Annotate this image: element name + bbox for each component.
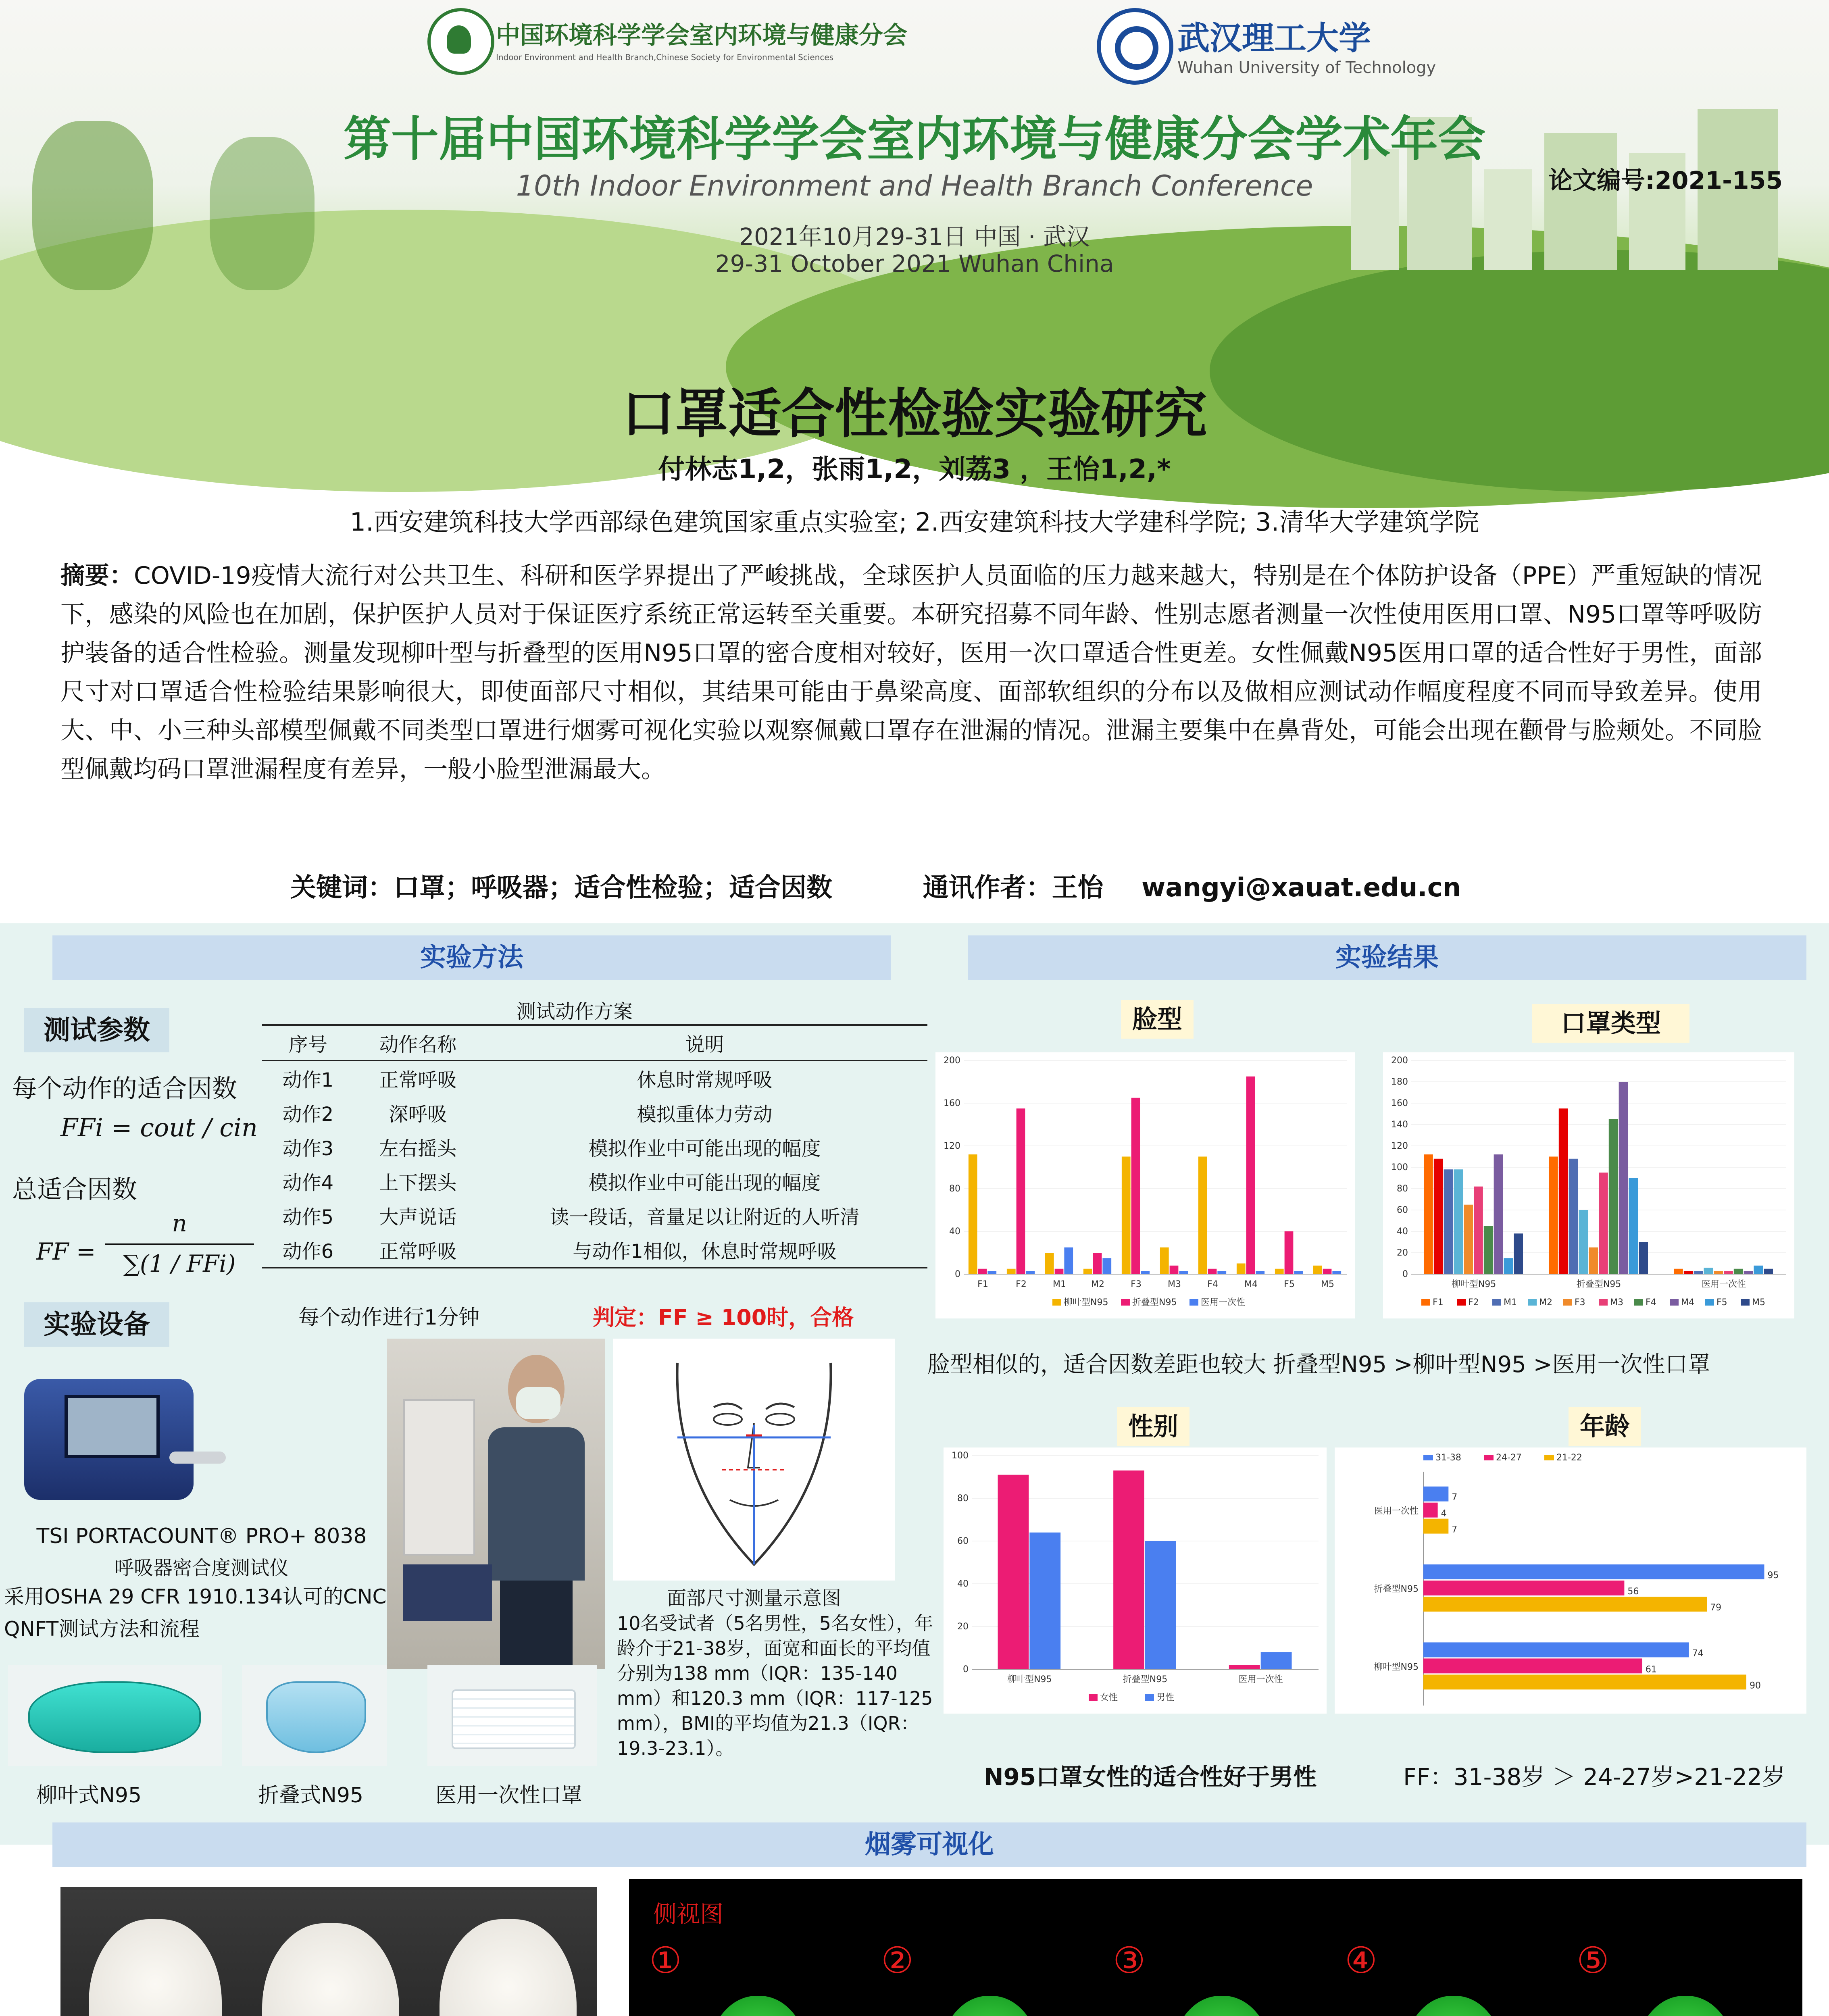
org-logo — [427, 8, 494, 75]
university-name-en: Wuhan University of Technology — [1177, 58, 1436, 77]
bar — [1734, 1269, 1743, 1274]
legend-swatch — [1484, 1455, 1494, 1460]
legend-label: F3 — [1575, 1297, 1585, 1308]
bar — [1313, 1266, 1322, 1274]
chart-by-mask — [1383, 1052, 1794, 1318]
poster-title: 口罩适合性检验实验研究 — [622, 383, 1207, 445]
cell-desc: 读一段话，音量足以让附近的人听清 — [550, 1206, 860, 1229]
device-name: TSI PORTACOUNT® PRO+ 8038 — [36, 1524, 367, 1548]
bar — [1764, 1269, 1773, 1274]
legend-label: F4 — [1646, 1297, 1656, 1308]
bar — [1423, 1658, 1642, 1673]
x-tick-label: 医用一次性 — [1701, 1279, 1746, 1289]
legend-label: 24-27 — [1496, 1453, 1522, 1463]
bar — [1724, 1271, 1733, 1274]
x-tick-label: F4 — [1207, 1279, 1218, 1289]
legend-label: 31-38 — [1435, 1453, 1461, 1463]
mask-label-folded: 折叠式N95 — [258, 1783, 364, 1808]
chart-by-age — [1335, 1447, 1806, 1714]
bar — [1423, 1674, 1746, 1689]
face-tag: 脸型 — [1121, 1000, 1194, 1039]
side-view-row — [629, 1939, 1802, 2016]
y-tick-label: 0 — [955, 1269, 960, 1279]
y-tick-label: 60 — [957, 1536, 969, 1546]
legend-label: 21-22 — [1556, 1453, 1582, 1463]
willow-leaf-n95-image — [8, 1665, 222, 1766]
bar — [1217, 1271, 1226, 1274]
chart-by-gender-svg — [944, 1447, 1327, 1714]
legend-swatch — [1421, 1299, 1430, 1306]
bar — [1029, 1533, 1060, 1669]
data-label: 4 — [1441, 1508, 1447, 1519]
fit-test-photo — [387, 1339, 605, 1669]
y-tick-label: 80 — [957, 1493, 969, 1504]
legend-swatch — [1145, 1694, 1154, 1701]
mask-type-number: ④ — [1345, 1939, 1377, 1982]
bar — [1599, 1173, 1608, 1274]
legend-label: M1 — [1504, 1297, 1517, 1308]
bar — [987, 1271, 996, 1274]
bar — [1064, 1248, 1073, 1274]
surgical-mask-image — [427, 1665, 597, 1766]
contact-email[interactable]: wangyi@xauat.edu.cn — [1142, 873, 1461, 903]
face-comment: 脸型相似的，适合因数差距也较大 折叠型N95 >柳叶型N95 >医用一次性口罩 — [927, 1352, 1710, 1378]
bar — [1423, 1487, 1448, 1502]
legend-label: M5 — [1752, 1297, 1765, 1308]
bar — [1484, 1226, 1493, 1274]
head-model-green — [706, 1996, 810, 2016]
smoke-test-cell — [869, 1939, 1087, 2016]
legend-swatch — [1544, 1455, 1554, 1460]
y-tick-label: 80 — [1397, 1184, 1408, 1194]
mask-type-number: ① — [649, 1939, 682, 1982]
legend-label: F5 — [1717, 1297, 1727, 1308]
equipment-tag: 实验设备 — [24, 1302, 169, 1347]
conference-title-en: 10th Indoor Environment and Health Branch Conference — [516, 169, 1313, 202]
y-tick-label: 80 — [949, 1184, 960, 1194]
bar — [1589, 1248, 1598, 1274]
bar — [1423, 1519, 1448, 1534]
bar — [1323, 1269, 1332, 1274]
legend-label: M4 — [1681, 1297, 1694, 1308]
table-caption: 测试动作方案 — [516, 1000, 633, 1023]
head-model-green — [1401, 1996, 1506, 2016]
cell-desc: 模拟重体力劳动 — [637, 1103, 773, 1126]
bar — [1424, 1154, 1433, 1274]
cell-id: 动作6 — [262, 1233, 354, 1268]
folded-n95-image — [242, 1665, 387, 1766]
y-tick-label: 医用一次性 — [1374, 1506, 1419, 1516]
bar — [1423, 1642, 1689, 1657]
ff-each-label: 每个动作的适合因数 — [12, 1074, 237, 1103]
y-tick-label: 折叠型N95 — [1374, 1584, 1419, 1594]
table-row — [262, 1198, 927, 1233]
y-tick-label: 40 — [1397, 1227, 1408, 1237]
bar — [1549, 1157, 1558, 1275]
mask-label-willow: 柳叶式N95 — [36, 1783, 142, 1808]
table-row — [262, 1095, 927, 1130]
methods-section-title: 实验方法 — [52, 935, 891, 980]
side-view-label: 侧视图 — [653, 1900, 724, 1928]
data-label: 7 — [1452, 1492, 1458, 1503]
data-label: 61 — [1645, 1664, 1657, 1675]
x-tick-label: 折叠型N95 — [1576, 1279, 1621, 1289]
legend-swatch — [1089, 1694, 1098, 1701]
head-model-green — [1633, 1996, 1738, 2016]
x-tick-label: 柳叶型N95 — [1451, 1279, 1496, 1289]
x-tick-label: F1 — [977, 1279, 988, 1289]
gender-tag: 性别 — [1117, 1407, 1189, 1446]
bar — [1131, 1098, 1140, 1274]
legend-swatch — [1121, 1299, 1130, 1306]
bar — [998, 1475, 1029, 1669]
conference-date-cn: 2021年10月29-31日 中国 · 武汉 — [739, 223, 1090, 250]
bar — [1423, 1581, 1624, 1595]
affiliations: 1.西安建筑科技大学西部绿色建筑国家重点实验室; 2.西安建筑科技大学建科学院; 3.清华大学建筑学院 — [350, 507, 1479, 537]
chart-by-gender — [944, 1447, 1327, 1714]
org-name-cn: 中国环境科学学会室内环境与健康分会 — [496, 21, 907, 50]
cell-desc: 模拟作业中可能出现的幅度 — [588, 1172, 821, 1194]
bar — [1639, 1242, 1648, 1275]
bar — [1237, 1264, 1246, 1275]
chart-by-age-svg — [1335, 1447, 1806, 1714]
legend-swatch — [1741, 1299, 1750, 1306]
legend-swatch — [1052, 1299, 1061, 1306]
legend-swatch — [1705, 1299, 1714, 1306]
cell-id: 动作2 — [282, 1103, 334, 1126]
bar — [1026, 1271, 1035, 1274]
bar — [1504, 1258, 1513, 1274]
bar — [1093, 1253, 1102, 1274]
y-tick-label: 100 — [952, 1451, 969, 1461]
y-tick-label: 60 — [1397, 1205, 1408, 1215]
y-tick-label: 160 — [1391, 1098, 1408, 1108]
university-name-cn: 武汉理工大学 — [1177, 19, 1371, 57]
bar — [1179, 1271, 1188, 1274]
bar — [1464, 1205, 1473, 1274]
y-tick-label: 120 — [944, 1141, 960, 1151]
x-tick-label: F5 — [1284, 1279, 1295, 1289]
smoke-test-cell — [1564, 1939, 1782, 2016]
legend-swatch — [1670, 1299, 1679, 1306]
bar — [1474, 1187, 1483, 1274]
legend-label: M3 — [1610, 1297, 1623, 1308]
ff-total-label: 总适合因数 — [12, 1175, 137, 1204]
legend-swatch — [1423, 1455, 1433, 1460]
face-diagram-caption: 面部尺寸测量示意图 — [667, 1587, 841, 1610]
table-row — [262, 1130, 927, 1164]
bar — [1160, 1248, 1169, 1274]
legend-label: F1 — [1433, 1297, 1444, 1308]
chart-by-face-svg — [935, 1052, 1355, 1318]
bar — [1559, 1108, 1568, 1274]
subjects-description: 10名受试者（5名男性，5名女性），年龄介于21-38岁，面宽和面长的平均值分别为138 mm（IQR：135-140 mm）和120.3 mm（IQR：117-125 mm），BMI的平均值为21.3（IQR：19.3-23.1）。 — [617, 1612, 933, 1759]
cell-id: 动作5 — [282, 1206, 334, 1229]
head-model-green — [937, 1996, 1042, 2016]
bar — [1285, 1231, 1294, 1274]
bar — [1754, 1266, 1763, 1274]
mask-type-number: ⑤ — [1577, 1939, 1609, 1982]
mask-type-number: ② — [881, 1939, 914, 1982]
bar — [1332, 1271, 1341, 1274]
x-tick-label: 折叠型N95 — [1123, 1674, 1168, 1685]
bar — [1579, 1210, 1588, 1274]
conference-banner — [0, 0, 1829, 335]
bar — [1704, 1268, 1713, 1274]
authors: 付林志1,2，张雨1,2，刘荔3 ，王怡1,2,* — [658, 454, 1171, 485]
y-tick-label: 柳叶型N95 — [1374, 1662, 1419, 1672]
cell-action: 正常呼吸 — [354, 1233, 482, 1268]
cell-desc: 模拟作业中可能出现的幅度 — [588, 1137, 821, 1160]
age-tag: 年龄 — [1569, 1407, 1641, 1446]
legend-swatch — [1189, 1299, 1198, 1306]
legend-swatch — [1457, 1299, 1466, 1306]
data-label: 7 — [1452, 1524, 1458, 1535]
bar — [1674, 1269, 1683, 1274]
bar — [1261, 1652, 1292, 1669]
cell-desc: 休息时常规呼吸 — [637, 1069, 773, 1091]
y-tick-label: 160 — [944, 1098, 960, 1108]
cell-id: 动作1 — [282, 1069, 334, 1091]
cell-action: 上下摆头 — [379, 1172, 457, 1194]
x-tick-label: F2 — [1016, 1279, 1027, 1289]
bar — [978, 1269, 987, 1274]
bar — [1045, 1253, 1054, 1274]
y-tick-label: 180 — [1391, 1077, 1408, 1087]
bar — [969, 1154, 977, 1274]
col-header-action: 动作名称 — [354, 1025, 482, 1061]
bar — [1122, 1157, 1131, 1275]
device-method: 采用OSHA 29 CFR 1910.134认可的CNC QNFT测试方法和流程 — [4, 1585, 387, 1641]
university-logo — [1097, 8, 1173, 85]
bar — [1113, 1470, 1144, 1669]
face-measurement-diagram — [613, 1339, 895, 1581]
y-tick-label: 0 — [1402, 1269, 1408, 1279]
y-tick-label: 100 — [1391, 1162, 1408, 1173]
y-tick-label: 40 — [949, 1227, 960, 1237]
bar — [1256, 1271, 1264, 1274]
cell-id: 动作3 — [282, 1137, 334, 1160]
y-tick-label: 0 — [963, 1664, 969, 1674]
x-tick-label: M5 — [1321, 1279, 1334, 1289]
data-label: 90 — [1750, 1681, 1761, 1691]
bar — [1055, 1269, 1064, 1274]
x-tick-label: 柳叶型N95 — [1007, 1674, 1052, 1685]
bar — [1294, 1271, 1303, 1274]
test-action-table — [262, 1024, 927, 1268]
bar — [1229, 1665, 1260, 1669]
legend-label: 男性 — [1156, 1693, 1175, 1703]
table-row — [262, 1164, 927, 1198]
org-name-en: Indoor Environment and Health Branch,Chinese Society for Environmental Sciences — [496, 52, 834, 62]
cell-action: 左右摇头 — [379, 1137, 457, 1160]
pass-criterion: 判定：FF ≥ 100时，合格 — [593, 1305, 854, 1330]
data-label: 74 — [1692, 1648, 1704, 1659]
legend-label: M2 — [1539, 1297, 1552, 1308]
bar — [1609, 1119, 1618, 1274]
bar — [1170, 1266, 1179, 1274]
bar — [1141, 1271, 1150, 1274]
legend-label: 折叠型N95 — [1132, 1297, 1177, 1308]
smoke-visualization-panel — [629, 1879, 1802, 2016]
bar — [1514, 1233, 1523, 1274]
col-header-desc: 说明 — [482, 1025, 927, 1061]
cell-action: 深呼吸 — [389, 1103, 447, 1126]
y-tick-label: 20 — [957, 1622, 969, 1632]
cell-action: 正常呼吸 — [379, 1069, 457, 1091]
data-label: 95 — [1767, 1570, 1779, 1581]
legend-swatch — [1599, 1299, 1608, 1306]
legend-label: F2 — [1468, 1297, 1479, 1308]
device-desc: 呼吸器密合度测试仪 — [114, 1557, 289, 1579]
y-tick-label: 40 — [957, 1579, 969, 1589]
bar — [1444, 1169, 1453, 1274]
results-section-title: 实验结果 — [968, 935, 1806, 980]
conference-date-en: 29-31 October 2021 Wuhan China — [715, 250, 1114, 277]
bar — [1714, 1271, 1723, 1274]
head-models-photo — [60, 1887, 597, 2016]
smoke-test-cell — [1333, 1939, 1550, 2016]
bar — [1619, 1082, 1628, 1274]
col-header-id: 序号 — [262, 1025, 354, 1061]
y-tick-label: 120 — [1391, 1141, 1408, 1151]
x-tick-label: M4 — [1244, 1279, 1258, 1289]
contact-author: 通讯作者：王怡 — [923, 873, 1104, 903]
bar — [1102, 1258, 1111, 1274]
abstract-text: COVID-19疫情大流行对公共卫生、科研和医学界提出了严峻挑战，全球医护人员面临的压力越来越大，特别是在个体防护设备（PPE）严重短缺的情况下，感染的风险也在加剧，保护医护人员对于保证医疗系统正常运转至关重要。本研究招募不同年龄、性别志愿者测量一次性使用医用口罩、N95口罩等呼吸防护装备的适合性检验。测量发现柳叶型与折叠型的医用N95口罩的密合度相对较好，医用一次口罩适合性更差。女性佩戴N95医用口罩的适合性好于男性，面部尺寸对口罩适合性检验结果影响很大，即使面部尺寸相似，其结果可能由于鼻梁高度、面部软组织的分布以及做相应测试动作幅度程度不同而导致差异。使用大、中、小三种头部模型佩戴不同类型口罩进行烟雾可视化实验以观察佩戴口罩存在泄漏的情况。泄漏主要集中在鼻背处，可能会出现在颧骨与脸颊处。不同脸型佩戴均码口罩泄漏程度有差异，一般小脸型泄漏最大。 — [60, 562, 1762, 783]
bar — [1434, 1159, 1443, 1274]
keywords — [290, 867, 1461, 904]
smoke-section-title: 烟雾可视化 — [52, 1822, 1806, 1867]
x-tick-label: M2 — [1091, 1279, 1104, 1289]
bar — [1083, 1269, 1092, 1274]
ff-each-formula: FFi = cout / cin — [60, 1113, 258, 1142]
legend-swatch — [1563, 1299, 1572, 1306]
legend-label: 医用一次性 — [1201, 1297, 1246, 1308]
bar — [1145, 1541, 1176, 1669]
bar — [1454, 1169, 1463, 1274]
bar — [1494, 1154, 1503, 1274]
bar — [1684, 1271, 1693, 1274]
bar — [1246, 1077, 1255, 1274]
chart-by-mask-svg — [1383, 1052, 1794, 1318]
age-comment: FF：31-38岁 ＞ 24-27岁>21-22岁 — [1403, 1763, 1785, 1791]
paper-number: 论文编号:2021-155 — [1548, 167, 1783, 195]
legend-label: 女性 — [1100, 1693, 1118, 1703]
mask-label-surgical: 医用一次性口罩 — [435, 1783, 583, 1808]
y-tick-label: 140 — [1391, 1120, 1408, 1130]
bar — [1007, 1269, 1016, 1274]
x-tick-label: F3 — [1131, 1279, 1142, 1289]
legend-swatch — [1634, 1299, 1643, 1306]
bar — [1744, 1271, 1753, 1274]
bar — [1017, 1108, 1025, 1274]
y-tick-label: 20 — [1397, 1248, 1408, 1258]
bar — [1629, 1178, 1638, 1275]
legend-label: 柳叶型N95 — [1064, 1297, 1108, 1308]
table-row — [262, 1061, 927, 1096]
smoke-test-cell — [637, 1939, 855, 2016]
gender-comment: N95口罩女性的适合性好于男性 — [984, 1763, 1317, 1791]
table-header-row — [262, 1025, 927, 1061]
bar — [1694, 1271, 1703, 1274]
bar — [1423, 1597, 1707, 1612]
head-model-green — [1169, 1996, 1274, 2016]
conference-title-cn: 第十届中国环境科学学会室内环境与健康分会学术年会 — [343, 111, 1485, 167]
cell-action: 大声说话 — [379, 1206, 457, 1229]
mask-type-number: ③ — [1113, 1939, 1146, 1982]
x-tick-label: M1 — [1053, 1279, 1066, 1289]
legend-swatch — [1492, 1299, 1501, 1306]
smoke-test-cell — [1101, 1939, 1319, 2016]
legend-swatch — [1528, 1299, 1537, 1306]
y-tick-label: 200 — [944, 1056, 960, 1066]
bar — [1569, 1159, 1578, 1274]
bar — [1423, 1503, 1438, 1518]
portacount-device-image — [16, 1363, 226, 1516]
table-row — [262, 1233, 927, 1268]
x-tick-label: M3 — [1168, 1279, 1181, 1289]
abstract-label: 摘要： — [60, 562, 134, 590]
mask-type-tag: 口罩类型 — [1532, 1004, 1689, 1043]
bar — [1208, 1269, 1217, 1274]
bar — [1423, 1564, 1764, 1579]
data-label: 79 — [1710, 1602, 1722, 1613]
data-label: 56 — [1627, 1586, 1639, 1597]
test-params-tag: 测试参数 — [24, 1008, 169, 1052]
table-note: 每个动作进行1分钟 — [298, 1306, 480, 1330]
y-tick-label: 200 — [1391, 1056, 1408, 1066]
bar — [1275, 1269, 1284, 1274]
abstract — [60, 556, 1762, 789]
bar — [1198, 1157, 1207, 1275]
keywords-text: 关键词：口罩；呼吸器；适合性检验；适合因数 — [290, 873, 832, 903]
chart-by-face — [935, 1052, 1355, 1318]
cell-desc: 与动作1相似，休息时常规呼吸 — [482, 1233, 927, 1268]
cell-id: 动作4 — [282, 1172, 334, 1194]
x-tick-label: 医用一次性 — [1238, 1674, 1283, 1685]
